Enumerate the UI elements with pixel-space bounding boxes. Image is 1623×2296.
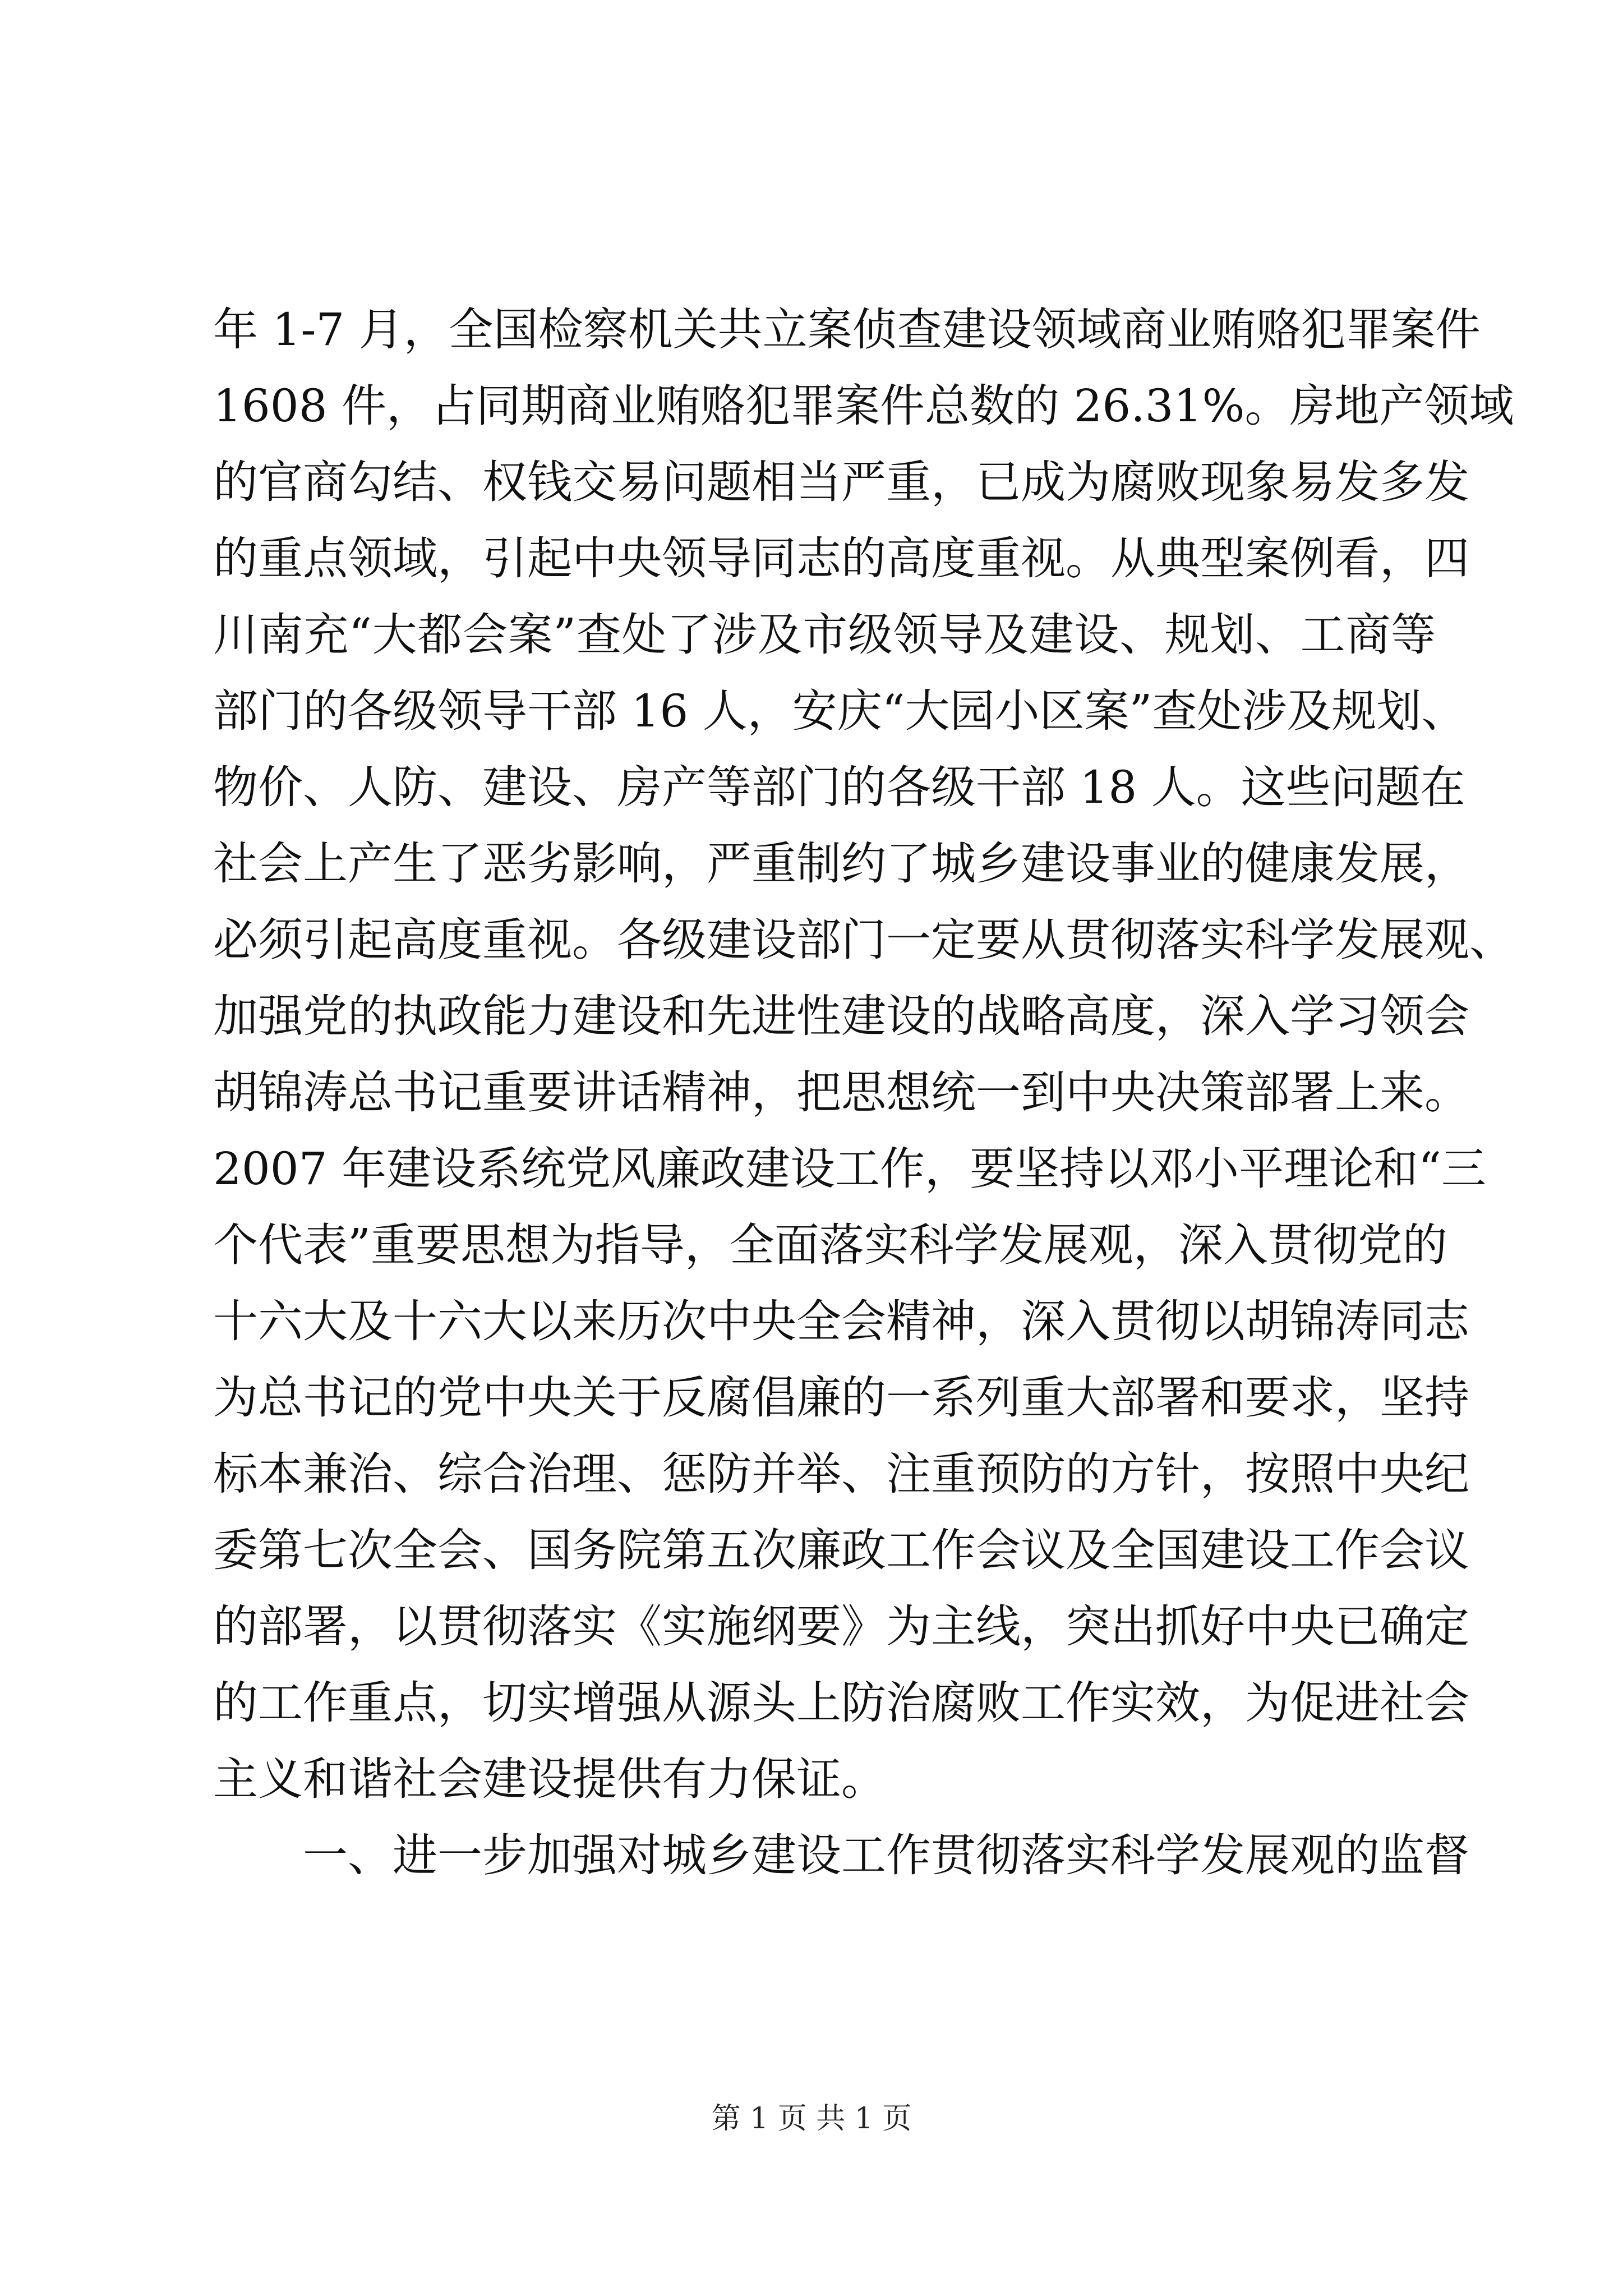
text-line-6: 部门的各级领导干部 16 人，安庆“大园小区案”查处涉及规划、 <box>213 685 1467 737</box>
text-line-8: 社会上产生了恶劣影响，严重制约了城乡建设事业的健康发展， <box>213 838 1469 890</box>
text-line-16: 标本兼治、综合治理、惩防并举、注重预防的方针，按照中央纪 <box>213 1448 1469 1500</box>
text-line-3: 的官商勾结、权钱交易问题相当严重，已成为腐败现象易发多发 <box>213 456 1469 508</box>
page-footer: 第 1 页 共 1 页 <box>711 2102 912 2136</box>
text-line-11: 胡锦涛总书记重要讲话精神，把思想统一到中央决策部署上来。 <box>213 1066 1469 1119</box>
text-line-2: 1608 件，占同期商业贿赂犯罪案件总数的 26.31%。房地产领域 <box>213 380 1514 432</box>
text-line-9: 必须引起高度重视。各级建设部门一定要从贯彻落实科学发展观、 <box>213 914 1514 966</box>
text-line-1: 年 1-7 月，全国检察机关共立案侦查建设领域商业贿赂犯罪案件 <box>213 303 1481 356</box>
text-line-19: 的工作重点，切实增强从源头上防治腐败工作实效，为促进社会 <box>213 1677 1469 1729</box>
section-heading-1: 一、进一步加强对城乡建设工作贯彻落实科学发展观的监督 <box>303 1829 1469 1881</box>
text-line-12: 2007 年建设系统党风廉政建设工作，要坚持以邓小平理论和“三 <box>213 1143 1486 1195</box>
text-line-17: 委第七次全会、国务院第五次廉政工作会议及全国建设工作会议 <box>213 1524 1469 1576</box>
text-line-7: 物价、人防、建设、房产等部门的各级干部 18 人。这些问题在 <box>213 761 1465 813</box>
text-line-10: 加强党的执政能力建设和先进性建设的战略高度，深入学习领会 <box>213 990 1469 1042</box>
text-line-5: 川南充“大都会案”查处了涉及市级领导及建设、规划、工商等 <box>213 609 1436 661</box>
text-line-4: 的重点领域，引起中央领导同志的高度重视。从典型案例看，四 <box>213 532 1469 585</box>
text-line-13: 个代表”重要思想为指导，全面落实科学发展观，深入贯彻党的 <box>213 1219 1447 1271</box>
document-body <box>213 292 1514 1894</box>
text-line-15: 为总书记的党中央关于反腐倡廉的一系列重大部署和要求，坚持 <box>213 1372 1469 1424</box>
text-line-18: 的部署，以贯彻落实《实施纲要》为主线，突出抓好中央已确定 <box>213 1600 1469 1653</box>
text-line-20: 主义和谐社会建设提供有力保证。 <box>213 1753 886 1805</box>
text-line-14: 十六大及十六大以来历次中央全会精神，深入贯彻以胡锦涛同志 <box>213 1295 1469 1347</box>
